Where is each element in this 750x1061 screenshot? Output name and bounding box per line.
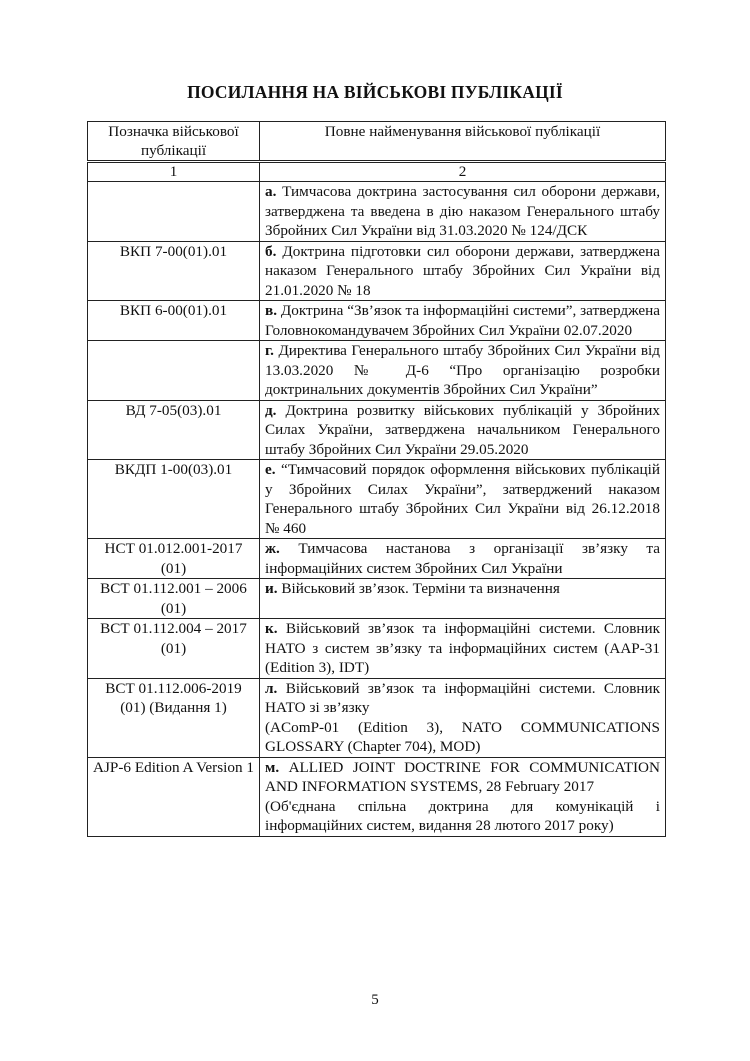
publication-description bbox=[260, 241, 666, 301]
publication-code: НСТ 01.012.001-2017 (01) bbox=[88, 539, 260, 579]
publication-code: ВСТ 01.112.004 – 2017 (01) bbox=[88, 619, 260, 679]
publication-description bbox=[260, 619, 666, 679]
publication-code: ВКП 6-00(01).01 bbox=[88, 301, 260, 341]
table-row bbox=[88, 579, 666, 619]
publication-title: Військовий зв’язок та інформаційні системи. Словник НАТО зі зв’язку bbox=[265, 679, 661, 716]
publication-title: Військовий зв’язок та інформаційні системи. Словник НАТО з систем зв’язку та інформаційних систем (AAP-31 (Edition 3), IDT) bbox=[265, 620, 660, 676]
publication-title: Директива Генерального штабу Збройних Сил України від 13.03.2020 № Д-6 “Про організацію розробки доктринальних документів Збройних Сил України” bbox=[265, 342, 660, 398]
item-letter: б. bbox=[265, 242, 277, 260]
publication-note: (AComP-01 (Edition 3), NATO COMMUNICATIONS GLOSSARY (Chapter 704), MOD) bbox=[265, 718, 660, 755]
publication-description bbox=[260, 460, 666, 539]
publication-title: “Тимчасовий порядок оформлення військових публікацій у Збройних Силах України”, затверджений наказом Генерального штабу Збройних Сил України від 26.12.2018 № 460 bbox=[265, 461, 661, 537]
item-letter: а. bbox=[265, 183, 277, 200]
publication-description bbox=[260, 678, 666, 757]
publication-description bbox=[260, 579, 666, 619]
publication-code: ВКП 7-00(01).01 bbox=[88, 241, 260, 301]
table-row bbox=[88, 301, 666, 341]
table-row bbox=[88, 182, 666, 242]
column-number-2: 2 bbox=[260, 162, 666, 182]
publication-code: ВСТ 01.112.001 – 2006 (01) bbox=[88, 579, 260, 619]
table-row bbox=[88, 241, 666, 301]
table-row bbox=[88, 400, 666, 460]
publication-code bbox=[88, 182, 260, 242]
table-row bbox=[88, 341, 666, 401]
column-number-row bbox=[88, 162, 666, 182]
publication-title: Доктрина розвитку військових публікацій у Збройних Силах України, затверджена начальником Генерального штабу Збройних Сил України 29.05.2020 bbox=[265, 401, 660, 458]
header-designation: Позначка військової публікації bbox=[88, 122, 260, 162]
item-letter: е. bbox=[265, 461, 276, 478]
publication-description bbox=[260, 539, 666, 579]
publication-code: ВКДП 1-00(03).01 bbox=[88, 460, 260, 539]
publication-title: Військовий зв’язок. Терміни та визначення bbox=[281, 580, 560, 597]
publication-description bbox=[260, 341, 666, 401]
publication-description bbox=[260, 301, 666, 341]
item-letter: д. bbox=[265, 401, 277, 419]
publication-code: AJP-6 Edition A Version 1 bbox=[88, 757, 260, 836]
publication-title: ALLIED JOINT DOCTRINE FOR COMMUNICATION AND INFORMATION SYSTEMS, 28 February 2017 bbox=[265, 758, 660, 795]
publication-note: (Об'єднана спільна доктрина для комунікацій і інформаційних систем, видання 28 лютого 2017 року) bbox=[265, 797, 660, 834]
publication-description bbox=[260, 182, 666, 242]
page-number: 5 bbox=[371, 992, 379, 1008]
publication-code: ВСТ 01.112.006-2019 (01) (Видання 1) bbox=[88, 678, 260, 757]
item-letter: и. bbox=[265, 580, 278, 597]
item-letter: м. bbox=[265, 758, 280, 776]
table-row bbox=[88, 757, 666, 836]
publication-title: Тимчасова доктрина застосування сил оборони держави, затверджена та введена в дію наказом Генерального штабу Збройних Сил України від 31.03.2020 № 124/ДСК bbox=[265, 183, 661, 239]
item-letter: г. bbox=[265, 342, 274, 359]
item-letter: в. bbox=[265, 302, 277, 319]
publication-description bbox=[260, 757, 666, 836]
page-title: ПОСИЛАННЯ НА ВІЙСЬКОВІ ПУБЛІКАЦІЇ bbox=[187, 82, 563, 102]
item-letter: ж. bbox=[265, 540, 280, 557]
table-header-row bbox=[88, 122, 666, 162]
publication-code bbox=[88, 341, 260, 401]
publication-code: ВД 7-05(03).01 bbox=[88, 400, 260, 460]
publication-description bbox=[260, 400, 666, 460]
table-row bbox=[88, 619, 666, 679]
item-letter: л. bbox=[265, 679, 278, 697]
header-full-name: Повне найменування військової публікації bbox=[260, 122, 666, 162]
publication-title: Доктрина “Зв’язок та інформаційні системи”, затверджена Головнокомандувачем Збройних Сил України 02.07.2020 bbox=[265, 302, 660, 339]
table-row bbox=[88, 460, 666, 539]
publication-title: Тимчасова настанова з організації зв’язку та інформаційних систем Збройних Сил України bbox=[265, 540, 661, 577]
item-letter: к. bbox=[265, 620, 278, 637]
table-row bbox=[88, 539, 666, 579]
column-number-1: 1 bbox=[88, 162, 260, 182]
publications-table bbox=[87, 121, 666, 837]
table-row bbox=[88, 678, 666, 757]
publication-title: Доктрина підготовки сил оборони держави, затверджена наказом Генерального штабу Збройних Сил України від 21.01.2020 № 18 bbox=[265, 242, 660, 299]
